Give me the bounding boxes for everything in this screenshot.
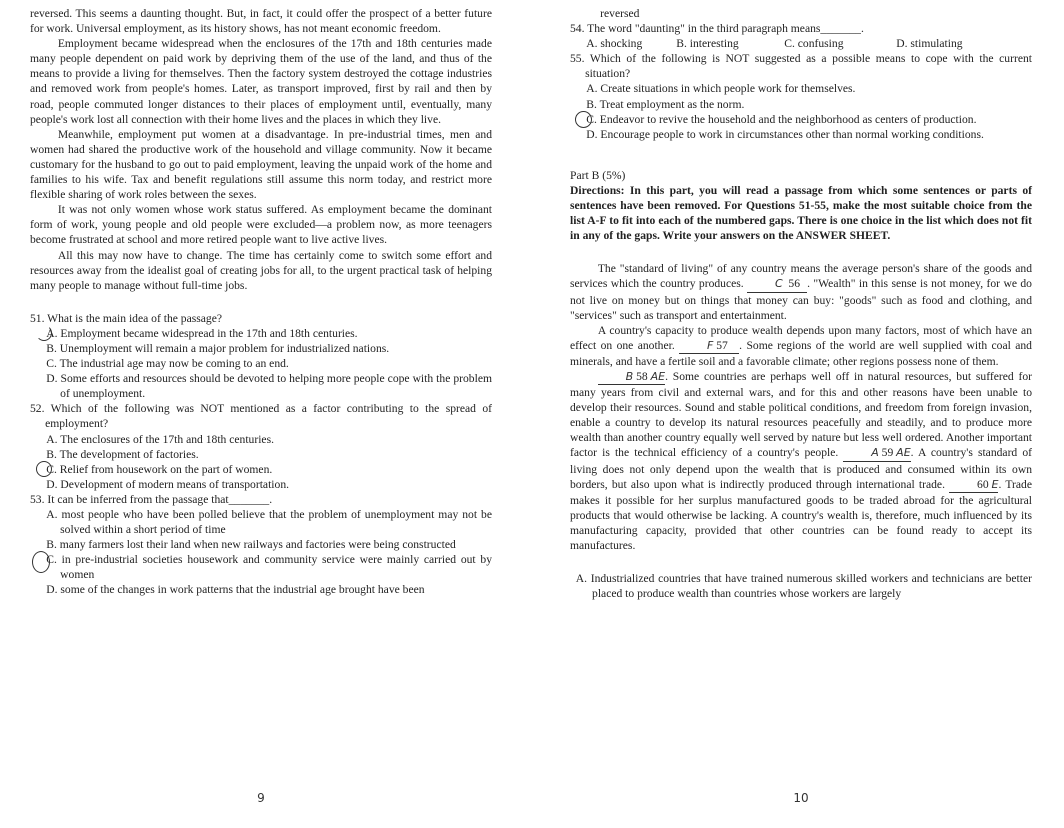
option-d[interactable]: D. Encourage people to work in circumstances other than normal working conditions. bbox=[586, 127, 984, 141]
passage-paragraph: B 58 AE. Some countries are perhaps well off in natural resources, but suffered for many years from civil and external wars, and for this and other reasons have been unable to develop their resources. Sound and stable political conditions, and freedom from foreign invasion, enable a country to develop its natural resources peacefully and steadily, and to produce more wealth than another country equally well served by nature but less well ordered. Another important factor is the technical efficiency of a country's people. A 59 AE. A country's standard of living does not only depend upon the wealth that is produced and consumed within its own borders, but also upon what is indirectly produced through international trade. 60 E. Trade makes it possible for her surplus manufactured goods to be traded abroad for the agricultural products that would otherwise be lacking. A country's wealth is, therefore, much influenced by its manufacturing capacity, provided that other countries can be found ready to accept its manufactures. bbox=[570, 369, 1032, 552]
handwritten-note: AE bbox=[896, 446, 911, 460]
option-a-marked[interactable]: A. Employment became widespread in the 17th and 18th centuries. bbox=[30, 326, 492, 341]
part-b-heading: Part B (5%) bbox=[570, 168, 626, 182]
page-number: 10 bbox=[793, 790, 809, 805]
question-stem: 51. What is the main idea of the passage? bbox=[30, 311, 222, 325]
handwritten-answer: C bbox=[774, 277, 783, 291]
part-b-directions: Directions: In this part, you will read a passage from which some sentences or parts of sentences have been removed. For Questions 51-55, make the most suitable choice from the list A-F to fit into each of the numbered gaps. There is one choice in the list which does not fit in any of the gaps. Write your answers on the ANSWER SHEET. bbox=[570, 183, 1032, 243]
option-d[interactable]: D. stimulating bbox=[896, 37, 963, 51]
question-54 bbox=[570, 21, 1032, 51]
answer-mark-circle bbox=[575, 111, 592, 128]
right-page bbox=[570, 0, 1032, 828]
option-d[interactable]: D. Some efforts and resources should be devoted to helping more people cope with the problem of unemployment. bbox=[46, 372, 492, 401]
answer-mark-circle bbox=[36, 461, 52, 477]
option-c[interactable]: C. The industrial age may now be coming to an end. bbox=[46, 357, 289, 371]
choice-a: A. Industrialized countries that have trained numerous skilled workers and technicians are better placed to produce wealth than countries whose workers are largely bbox=[575, 572, 1032, 601]
handwritten-answer: E bbox=[991, 477, 999, 491]
question-stem: 55. Which of the following is NOT suggested as a possible means to cope with the current situation? bbox=[570, 52, 1032, 81]
gap-59[interactable]: A 59 AE bbox=[843, 445, 910, 461]
gap-57[interactable]: F 57 bbox=[679, 338, 739, 354]
handwritten-answer: B bbox=[625, 369, 634, 383]
option-a[interactable]: A. The enclosures of the 17th and 18th centuries. bbox=[46, 432, 274, 446]
answer-mark-circle bbox=[36, 325, 52, 341]
option-c[interactable]: C. confusing bbox=[784, 37, 844, 51]
option-a[interactable]: A. most people who have been polled believe that the problem of unemployment may not be solved within a short period of time bbox=[46, 508, 492, 537]
option-b[interactable]: B. Treat employment as the norm. bbox=[586, 97, 745, 111]
passage-paragraph: A country's capacity to produce wealth depends upon many factors, most of which have an effect on one another. F 57 . Some regions of the world are well supplied with coal and minerals, and have a fertile soil and a favorable climate; other regions possess none of them. bbox=[570, 323, 1032, 368]
option-d[interactable]: D. some of the changes in work patterns that the industrial age brought have been bbox=[46, 583, 425, 597]
page-number: 9 bbox=[257, 790, 265, 805]
passage-paragraph: The "standard of living" of any country means the average person's share of the goods and services which the country produces. C 56 . "Wealth" in this sense is not money, for we do not live on money but on things that money can buy: "goods" such as food and clothing, and "services" such as transport and entertainment. bbox=[570, 262, 1032, 322]
option-b[interactable]: B. The development of factories. bbox=[46, 447, 199, 461]
option-c-marked[interactable]: C. Endeavor to revive the household and the neighborhood as centers of production. bbox=[570, 112, 1032, 127]
handwritten-answer: A bbox=[871, 446, 879, 460]
option-a[interactable]: A. Create situations in which people work for themselves. bbox=[586, 82, 856, 96]
option-a[interactable]: A. shocking bbox=[586, 37, 643, 51]
question-stem: 53. It can be inferred from the passage that_______. bbox=[30, 492, 273, 506]
option-b[interactable]: B. many farmers lost their land when new railways and factories were being constructed bbox=[46, 538, 456, 552]
passage-paragraph: All this may now have to change. The time has certainly come to switch some effort and resources away from the idealist goal of creating jobs for all, to the urgent practical task of helping many people to manage without full-time jobs. bbox=[30, 248, 492, 292]
passage-paragraph: reversed. This seems a daunting thought. But, in fact, it could offer the prospect of a better future for work. Universal employment, as its history shows, has not meant economic freedom. bbox=[30, 7, 492, 36]
passage-paragraph: Meanwhile, employment put women at a disadvantage. In pre-industrial times, men and women had shared the productive work of the household and village community. Now it became customary for the husband to go out to paid employment, leaving the unpaid work of the home and families to his wife. Tax and benefit regulations still assume this norm today, and restrict more flexible sharing of work roles between the sexes. bbox=[30, 127, 492, 202]
handwritten-answer: F bbox=[706, 338, 714, 352]
question-55 bbox=[570, 51, 1032, 142]
continuation-text: reversed bbox=[600, 7, 640, 20]
passage-paragraph: Employment became widespread when the enclosures of the 17th and 18th centuries made many people dependent on paid work by depriving them of the use of the land, and thus of the means to provide a living for themselves. Then the factory system destroyed the cottage industries and removed work from people's homes. Later, as transport improved, first by rail and then by road, people commuted longer distances to their places of employment until, eventually, many people's work lost all connection with their home lives and the places in which they live. bbox=[30, 37, 492, 126]
option-c-marked[interactable]: C. in pre-industrial societies housework and community service were mainly carried out by women bbox=[30, 552, 492, 582]
answer-mark-circle bbox=[32, 551, 50, 573]
option-d[interactable]: D. Development of modern means of transportation. bbox=[46, 477, 290, 491]
option-b[interactable]: B. Unemployment will remain a major problem for industrialized nations. bbox=[46, 341, 390, 355]
gap-58[interactable]: B 58 AE bbox=[598, 369, 665, 385]
question-53 bbox=[30, 492, 492, 598]
passage-paragraph: It was not only women whose work status suffered. As employment became the dominant form of work, young people and old people were excluded—a problem now, as more teenagers become frustrated at school and more retired people want to live active lives. bbox=[30, 203, 492, 247]
option-c-marked[interactable]: C. Relief from housework on the part of women. bbox=[30, 462, 492, 477]
question-stem: 52. Which of the following was NOT mentioned as a factor contributing to the spread of employment? bbox=[30, 402, 492, 431]
question-51 bbox=[30, 311, 492, 402]
left-page bbox=[30, 0, 492, 828]
options-row bbox=[570, 36, 1032, 51]
question-stem: 54. The word "daunting" in the third paragraph means_______. bbox=[570, 22, 864, 36]
handwritten-note: AE bbox=[650, 369, 666, 383]
question-52 bbox=[30, 401, 492, 492]
gap-60[interactable]: 60 E bbox=[949, 477, 998, 493]
gap-56[interactable]: C 56 bbox=[747, 276, 807, 292]
option-b[interactable]: B. interesting bbox=[676, 37, 739, 51]
